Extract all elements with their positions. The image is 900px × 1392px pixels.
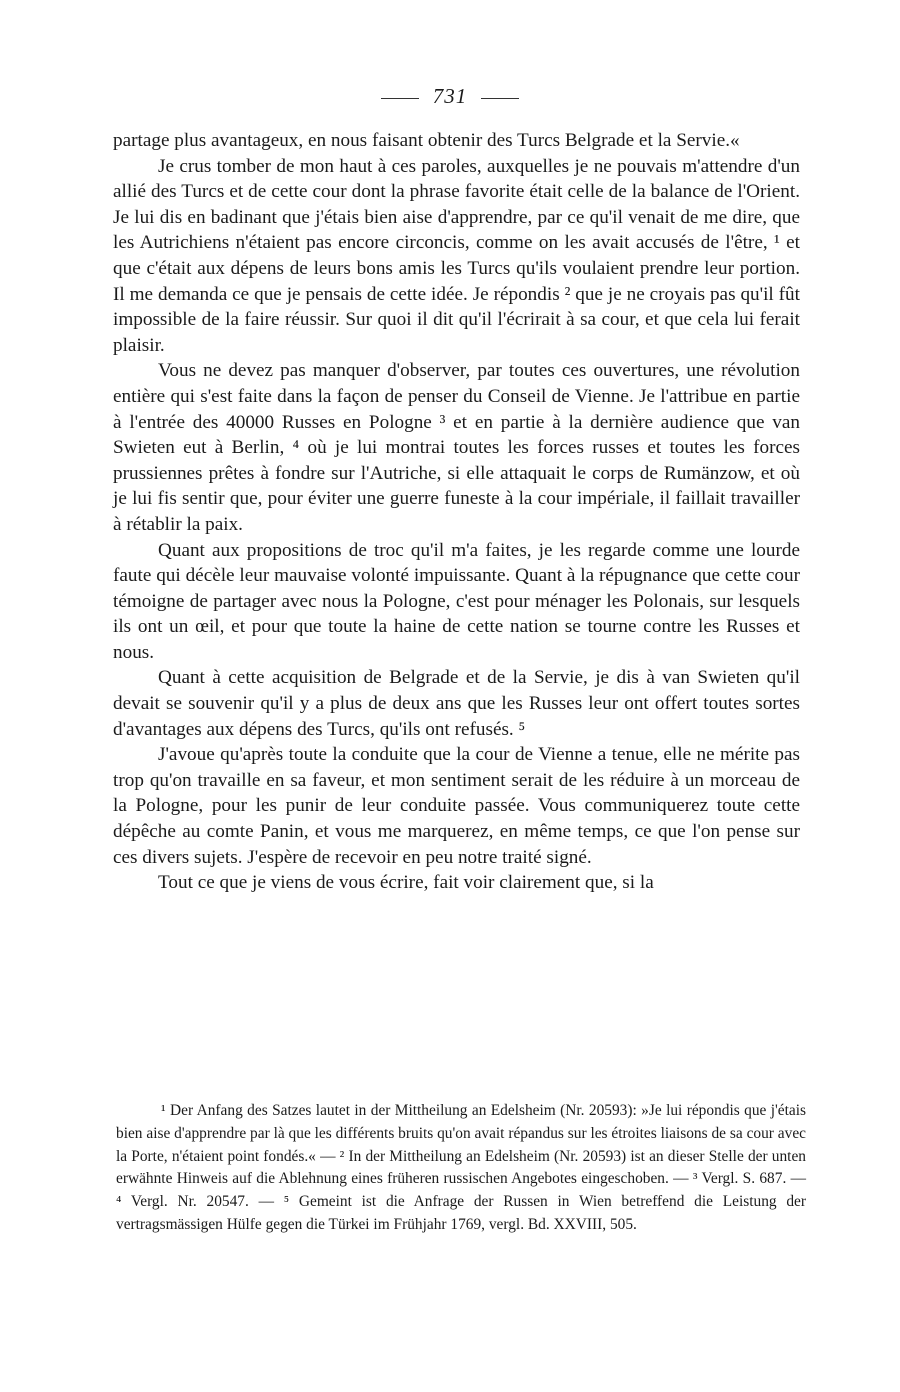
footnote: ¹ Der Anfang des Satzes lautet in der Mittheilung an Edelsheim (Nr. 20593): »Je lui répondis que j'étais bien aise d'apprendre par là que les différents bruits qu'on avait répandus sur les étroites liaisons de sa cour avec la Porte, n'étaient point fondés.« — ² In der Mittheilung an Edelsheim (Nr. 20593) ist an dieser Stelle der unten erwähnte Hinweis auf die Ablehnung eines früheren russischen Angebotes eingeschoben. — ³ Vergl. S. 687. — ⁴ Vergl. Nr. 20547. — ⁵ Gemeint ist die Anfrage der Russen in Wien betreffend die Leistung der vertragsmässigen Hülfe gegen die Türkei im Frühjahr 1769, vergl. Bd. XXVIII, 505.: [116, 1102, 806, 1233]
paragraph: Quant aux propositions de troc qu'il m'a faites, je les regarde comme une lourde faute qui décèle leur mauvaise volonté impuissante. Quant à la répugnance que cette cour témoigne de partager avec nous la Pologne, c'est pour ménager les Polonais, sur lesquels ils ont un œil, et pour que toute la haine de cette nation se tourne contre les Russes et nous.: [113, 539, 800, 663]
paragraph: partage plus avantageux, en nous faisant obtenir des Turcs Belgrade et la Servie.«: [113, 130, 740, 151]
page-number: 731: [432, 84, 468, 108]
paragraph: Je crus tomber de mon haut à ces paroles, auxquelles je ne pouvais m'attendre d'un allié des Turcs et de cette cour dont la phrase favorite était celle de la balance de l'Orient. Je lui dis en badinant que j'étais bien aise d'apprendre, par ce qu'il venait de me dire, que les Autrichiens n'étaient pas encore circoncis, comme on les avait accusés de l'être, ¹ et que c'était aux dépens de leurs bons amis les Turcs qu'ils voulaient prendre leur portion. Il me demanda ce que je pensais de cette idée. Je répondis ² que je ne croyais pas qu'il fût impossible de la faire réussir. Sur quoi il dit qu'il l'écrirait à sa cour, et que cela lui ferait plaisir.: [113, 155, 800, 356]
paragraph: Tout ce que je viens de vous écrire, fait voir clairement que, si la: [158, 872, 654, 894]
header-rule-right: [481, 98, 519, 99]
header-rule-left: [381, 98, 419, 99]
paragraph: J'avoue qu'après toute la conduite que la cour de Vienne a tenue, elle ne mérite pas trop qu'on travaille en sa faveur, et mon sentiment serait de les réduire à un morceau de la Pologne, pour les punir de leur conduite passée. Vous communiquerez toute cette dépêche au comte Panin, et vous me marquerez, en même temps, ce que l'on pense sur ces divers sujets. J'espère de recevoir en peu notre traité signé.: [113, 744, 800, 868]
paragraph: Vous ne devez pas manquer d'observer, par toutes ces ouvertures, une révolution entière qui s'est faite dans la façon de penser du Conseil de Vienne. Je l'attribue en partie à l'entrée des 40000 Russes en Pologne ³ et en partie à la dernière audience que van Swieten eut à Berlin, ⁴ où je lui montrai toutes les forces russes et toutes les forces prussiennes prêtes à fondre sur l'Autriche, si elle attaquait le corps de Rumänzow, et où je lui fis sentir que, pour éviter une guerre funeste à la cour impériale, il faillait travailler à rétablir la paix.: [113, 360, 800, 535]
page-header: [0, 84, 900, 109]
main-text: [113, 128, 800, 896]
paragraph: Quant à cette acquisition de Belgrade et de la Servie, je dis à van Swieten qu'il devait se souvenir qu'il y a plus de deux ans que les Russes leur ont offert toutes sortes d'avantages aux dépens des Turcs, qu'ils ont refusés. ⁵: [113, 667, 800, 740]
footnotes: [116, 1100, 806, 1237]
